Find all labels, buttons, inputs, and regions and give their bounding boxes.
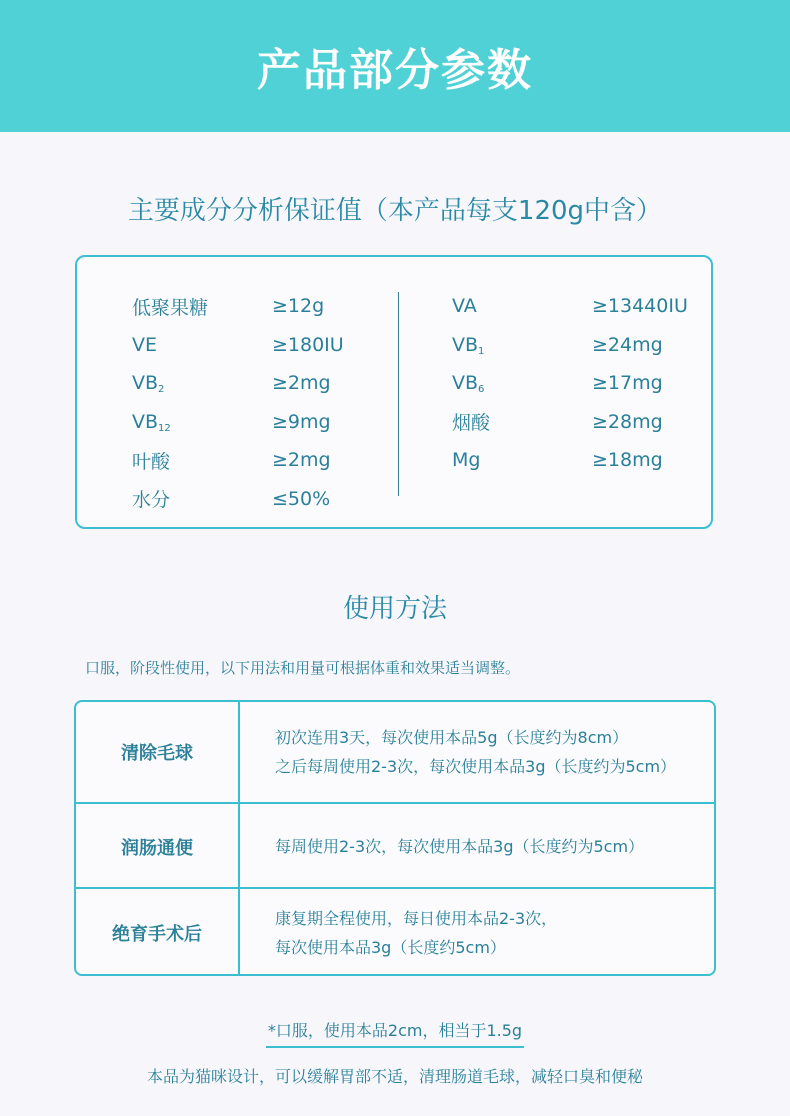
nutrient-subscript: 12 xyxy=(158,422,171,434)
usage-title: 使用方法 xyxy=(342,594,447,624)
nutrient-column-left xyxy=(132,287,412,518)
nutrient-name-group xyxy=(452,334,592,356)
column-divider xyxy=(398,292,399,496)
usage-label: 清除毛球 xyxy=(76,702,240,802)
nutrient-name-group xyxy=(132,372,272,394)
nutrient-row xyxy=(452,403,732,442)
nutrient-subscript: 2 xyxy=(158,384,165,396)
usage-line: 康复期全程使用，每日使用本品2-3次， xyxy=(275,908,558,928)
nutrient-value: ≥18mg xyxy=(592,449,663,472)
usage-line: 初次连用3天，每次使用本品5g（长度约为8cm） xyxy=(275,728,629,747)
nutrient-subscript: 1 xyxy=(478,345,485,357)
analysis-title: 主要成分分析保证值（本产品每支120g中含） xyxy=(127,196,663,226)
nutrient-name: VB xyxy=(452,333,479,356)
nutrient-value: ≥9mg xyxy=(272,410,331,433)
footer-text: 本品为猫咪设计，可以缓解胃部不适，清理肠道毛球，减轻口臭和便秘 xyxy=(146,1067,643,1086)
nutrient-column-right xyxy=(452,287,732,480)
nutrient-name: VE xyxy=(132,333,158,356)
usage-row xyxy=(76,887,714,976)
header-banner xyxy=(0,0,790,132)
nutrient-name: Mg xyxy=(452,449,481,472)
nutrient-value: ≥17mg xyxy=(592,372,663,395)
nutrient-name: VA xyxy=(452,295,477,318)
nutrient-value: ≥12g xyxy=(272,295,325,318)
nutrient-value: ≥180IU xyxy=(272,333,344,356)
nutrient-row xyxy=(452,326,732,365)
nutrient-row xyxy=(132,364,412,403)
usage-label: 润肠通便 xyxy=(76,804,240,889)
page-title: 产品部分参数 xyxy=(257,45,533,96)
nutrient-row xyxy=(132,403,412,442)
nutrient-row xyxy=(452,441,732,480)
usage-line: 之后每周使用2-3次，每次使用本品3g（长度约为5cm） xyxy=(275,757,677,776)
nutrient-name: 低聚果糖 xyxy=(132,296,209,319)
nutrient-value: ≤50% xyxy=(272,487,331,510)
usage-description xyxy=(240,702,714,802)
usage-line: 每周使用2-3次，每次使用本品3g（长度约为5cm） xyxy=(275,837,645,856)
usage-label: 绝育手术后 xyxy=(76,889,240,976)
nutrient-name-group xyxy=(132,411,272,433)
nutrient-value: ≥13440IU xyxy=(592,295,688,318)
dosage-note: *口服，使用本品2cm，相当于1.5g xyxy=(266,1021,524,1048)
nutrient-value: ≥28mg xyxy=(592,410,663,433)
nutrient-subscript: 6 xyxy=(478,384,485,396)
nutrient-value: ≥2mg xyxy=(272,449,331,472)
nutrient-row xyxy=(452,364,732,403)
usage-description xyxy=(240,889,714,976)
usage-row xyxy=(76,802,714,889)
usage-table xyxy=(74,700,716,976)
nutrient-row xyxy=(132,441,412,480)
nutrient-name: VB xyxy=(132,372,159,395)
nutrient-name: VB xyxy=(452,372,479,395)
usage-row xyxy=(76,702,714,802)
nutrient-name-group xyxy=(452,372,592,394)
nutrient-row xyxy=(132,287,412,326)
usage-intro: 口服，阶段性使用，以下用法和用量可根据体重和效果适当调整。 xyxy=(85,659,521,677)
nutrient-row xyxy=(132,326,412,365)
nutrient-table xyxy=(75,255,713,529)
dosage-note-container xyxy=(0,1018,790,1041)
nutrient-row xyxy=(452,287,732,326)
nutrient-name: 烟酸 xyxy=(452,412,491,435)
usage-line: 每次使用本品3g（长度约5cm） xyxy=(275,937,506,957)
nutrient-name: VB xyxy=(132,410,159,433)
nutrient-row xyxy=(132,480,412,519)
nutrient-value: ≥24mg xyxy=(592,333,663,356)
nutrient-name: 水分 xyxy=(132,489,171,512)
nutrient-name: 叶酸 xyxy=(132,450,171,473)
nutrient-value: ≥2mg xyxy=(272,372,331,395)
usage-description xyxy=(240,804,714,889)
